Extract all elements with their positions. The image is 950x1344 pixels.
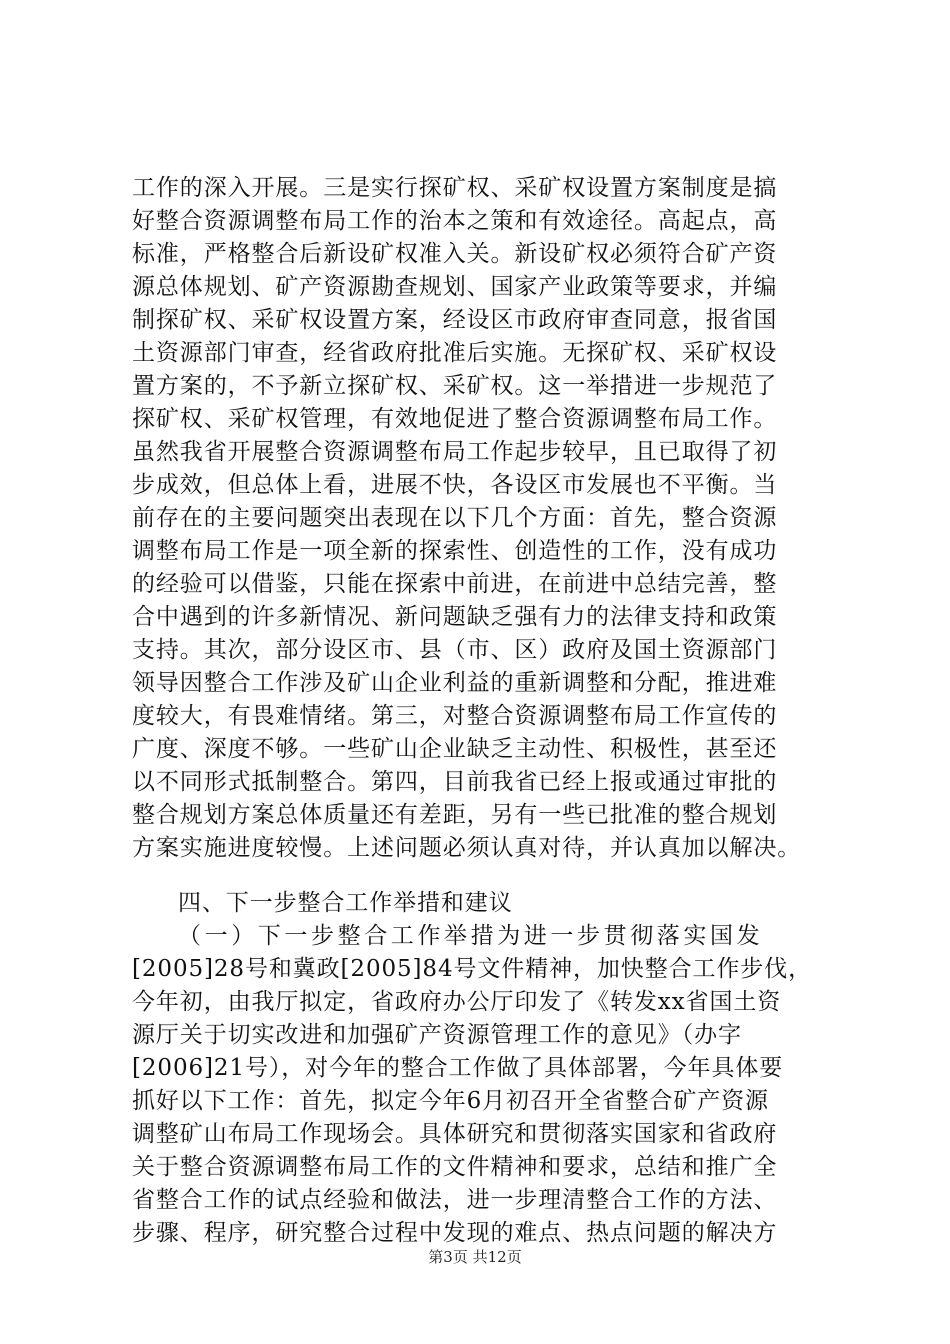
- text-line: 好整合资源调整布局工作的治本之策和有效途径。高起点，高: [132, 208, 778, 234]
- text-line: （一）下一步整合工作举措为进一步贯彻落实国发: [178, 923, 764, 949]
- text-line: 步骤、程序，研究整合过程中发现的难点、热点问题的解决方: [132, 1220, 778, 1246]
- section-heading: 四、下一步整合工作举措和建议: [178, 890, 513, 916]
- text-line: 方案实施进度较慢。上述问题必须认真对待，并认真加以解决。: [132, 835, 802, 861]
- text-line: 领导因整合工作涉及矿山企业利益的重新调整和分配，推进难: [132, 670, 778, 696]
- text-line: 合中遇到的许多新情况、新问题缺乏强有力的法律支持和政策: [132, 604, 778, 630]
- text-line: 置方案的，不予新立探矿权、采矿权。这一举措进一步规范了: [132, 373, 778, 399]
- text-line: 标准，严格整合后新设矿权准入关。新设矿权必须符合矿产资: [132, 241, 778, 267]
- text-line: 前存在的主要问题突出表现在以下几个方面：首先，整合资源: [132, 505, 778, 531]
- text-line: 关于整合资源调整布局工作的文件精神和要求，总结和推广全: [132, 1154, 778, 1180]
- text-line: 广度、深度不够。一些矿山企业缺乏主动性、积极性，甚至还: [132, 736, 778, 762]
- text-line: 探矿权、采矿权管理，有效地促进了整合资源调整布局工作。: [132, 406, 778, 432]
- text-line: 虽然我省开展整合资源调整布局工作起步较早，且已取得了初: [132, 439, 778, 465]
- text-line: 的经验可以借鉴，只能在探索中前进，在前进中总结完善，整: [132, 571, 778, 597]
- text-line: 省整合工作的试点经验和做法，进一步理清整合工作的方法、: [132, 1187, 778, 1213]
- text-line: 整合规划方案总体质量还有差距，另有一些已批准的整合规划: [132, 802, 778, 828]
- text-line: 源总体规划、矿产资源勘查规划、国家产业政策等要求，并编: [132, 274, 778, 300]
- paragraph-gap: [132, 865, 832, 887]
- text-line: 今年初，由我厅拟定，省政府办公厅印发了《转发xx省国土资: [132, 989, 782, 1015]
- document-body: [132, 172, 832, 1250]
- text-line: 以不同形式抵制整合。第四，目前我省已经上报或通过审批的: [132, 769, 778, 795]
- text-line: 土资源部门审查，经省政府批准后实施。无探矿权、采矿权设: [132, 340, 778, 366]
- page-number: 第3页 共12页: [428, 1248, 522, 1266]
- text-line: 调整矿山布局工作现场会。具体研究和贯彻落实国家和省政府: [132, 1121, 778, 1147]
- text-line: [2006]21号），对今年的整合工作做了具体部署，今年具体要: [132, 1055, 784, 1081]
- text-line: 调整布局工作是一项全新的探索性、创造性的工作，没有成功: [132, 538, 778, 564]
- text-line: [2005]28号和冀政[2005]84号文件精神，加快整合工作步伐，: [132, 956, 812, 982]
- text-line: 抓好以下工作：首先，拟定今年6月初召开全省整合矿产资源: [132, 1088, 769, 1114]
- text-line: 制探矿权、采矿权设置方案，经设区市政府审查同意，报省国: [132, 307, 778, 333]
- text-line: 度较大，有畏难情绪。第三，对整合资源调整布局工作宣传的: [132, 703, 778, 729]
- page-footer: [0, 1246, 950, 1267]
- text-line: 步成效，但总体上看，进展不快，各设区市发展也不平衡。当: [132, 472, 778, 498]
- text-line: 支持。其次，部分设区市、县（市、区）政府及国土资源部门: [132, 637, 778, 663]
- text-line: 源厅关于切实改进和加强矿产资源管理工作的意见》（办字: [132, 1022, 742, 1048]
- text-line: 工作的深入开展。三是实行探矿权、采矿权设置方案制度是搞: [132, 175, 778, 201]
